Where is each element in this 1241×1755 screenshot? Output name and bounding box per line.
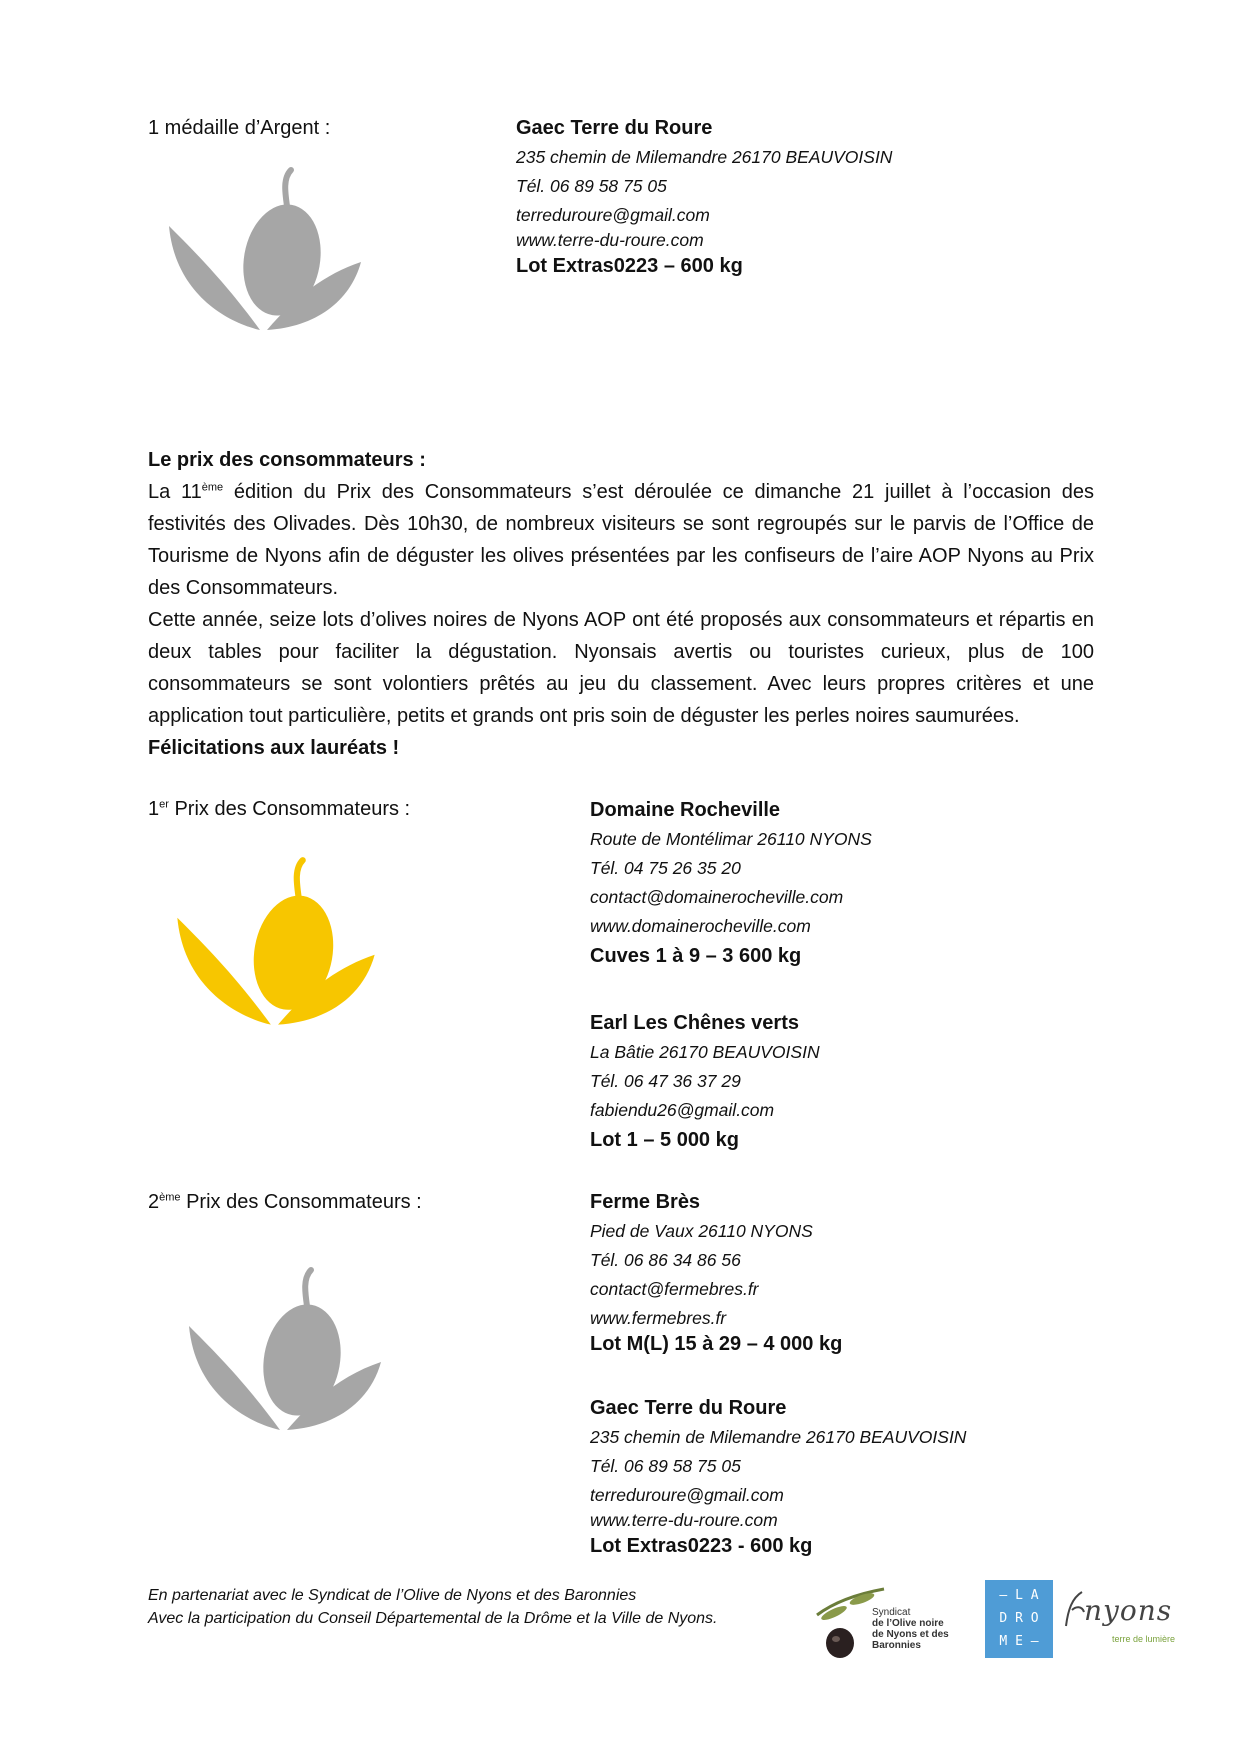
silver-olive-medal-icon [185,1262,385,1442]
winner-name: Gaec Terre du Roure [516,117,713,139]
winner-website[interactable]: www.terre-du-roure.com [516,230,704,250]
winner-name: Ferme Brès [590,1191,701,1213]
winner-email[interactable]: contact@domainerocheville.com [590,887,844,907]
winner-address: Route de Montélimar 26110 NYONS [590,829,872,849]
winner-name: Gaec Terre du Roure [590,1397,787,1419]
congratulations: Félicitations aux lauréats ! [148,737,400,759]
footer-participation: Avec la participation du Conseil Départemental de la Drôme et la Ville de Nyons. [148,1610,718,1627]
footer [148,1584,718,1630]
second-prize-winner-1 [590,1191,842,1356]
winner-address: 235 chemin de Milemandre 26170 BEAUVOISIN [516,147,893,167]
winner-website[interactable]: www.terre-du-roure.com [590,1510,778,1530]
winner-phone: Tél. 04 75 26 35 20 [590,858,741,878]
la-drome-logo: – L A D R O M E – [985,1580,1053,1658]
paragraph-1: La 11ème édition du Prix des Consommateurs s’est déroulée ce dimanche 21 juillet à l’occasion des festivités des Olivades. Dès 10h30, de nombreux visiteurs se sont regroupés sur le parvis de l’Office de Tourisme de Nyons afin de déguster les olives présentées par les confiseurs de l’aire AOP Nyons au Prix des Consommateurs. [148,481,1094,599]
silver-medal-label: 1 médaille d’Argent : [148,117,331,139]
winner-phone: Tél. 06 47 36 37 29 [590,1071,741,1091]
winner-lot: Lot Extras0223 - 600 kg [590,1535,813,1557]
paragraph-2: Cette année, seize lots d’olives noires de Nyons AOP ont été proposés aux consommateurs et répartis en deux tables pour faciliter la dégustation. Nyonsais avertis ou touristes curieux, plus de 100 consommateurs se sont volontiers prêtés au jeu du classement. Avec leurs propres critères et une application tout particulière, petits et grands ont pris soin de déguster les perles noires saumurées. [148,609,1094,727]
syndicat-logo-text: Syndicat de l’Olive noire de Nyons et des Baronnies [872,1607,949,1651]
winner-address: La Bâtie 26170 BEAUVOISIN [590,1042,820,1062]
section-heading: Le prix des consommateurs : [148,449,426,471]
second-prize-winner-2 [590,1397,966,1558]
winner-phone: Tél. 06 89 58 75 05 [590,1456,741,1476]
winner-lot: Lot 1 – 5 000 kg [590,1129,739,1151]
nyons-tagline: terre de lumière [1112,1634,1176,1644]
winner-email[interactable]: fabiendu26@gmail.com [590,1100,775,1120]
nyons-logo [1062,1590,1182,1652]
first-prize-winner-2 [590,1012,820,1152]
footer-partnership: En partenariat avec le Syndicat de l’Olive de Nyons et des Baronnies [148,1587,637,1604]
winner-email[interactable]: terreduroure@gmail.com [516,205,710,225]
winner-lot: Cuves 1 à 9 – 3 600 kg [590,945,802,967]
winner-address: Pied de Vaux 26110 NYONS [590,1221,813,1241]
winner-email[interactable]: terreduroure@gmail.com [590,1485,784,1505]
first-prize-label: 1er Prix des Consommateurs : [148,798,411,820]
nyons-wordmark: nyons [1084,1594,1173,1627]
winner-name: Domaine Rocheville [590,799,781,821]
gold-olive-medal-icon [163,852,389,1037]
winner-website[interactable]: www.fermebres.fr [590,1308,727,1328]
syndicat-logo [812,1585,982,1660]
winner-address: 235 chemin de Milemandre 26170 BEAUVOISIN [590,1427,967,1447]
silver-olive-medal-icon [165,162,365,342]
winner-phone: Tél. 06 86 34 86 56 [590,1250,741,1270]
consumers-section [148,444,1094,764]
second-prize-label: 2ème Prix des Consommateurs : [148,1191,422,1213]
winner-phone: Tél. 06 89 58 75 05 [516,176,667,196]
silver-winner [516,117,892,278]
winner-lot: Lot Extras0223 – 600 kg [516,255,743,277]
first-prize-winner-1 [590,799,872,968]
winner-email[interactable]: contact@fermebres.fr [590,1279,759,1299]
winner-lot: Lot M(L) 15 à 29 – 4 000 kg [590,1333,843,1355]
winner-name: Earl Les Chênes verts [590,1012,799,1034]
winner-website[interactable]: www.domainerocheville.com [590,916,811,936]
